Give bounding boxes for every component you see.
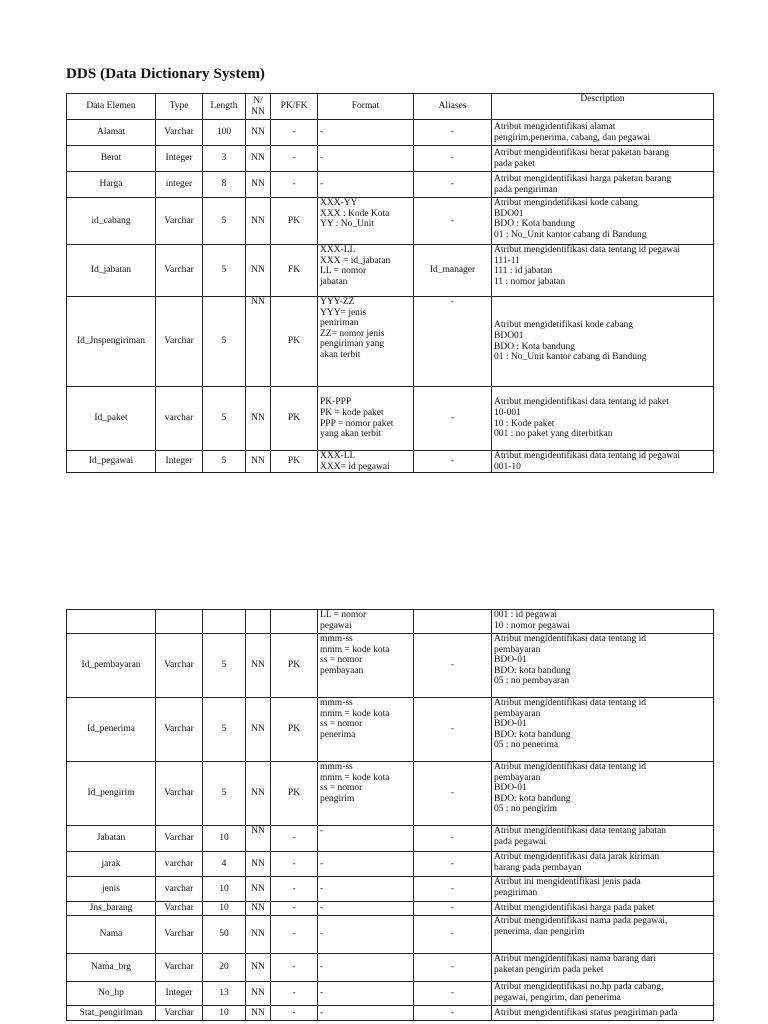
cell-length: 8: [203, 172, 246, 198]
cell-description: Atribut mengidetifikasi kode cabang BDO01 BDO : Kota bandung 01 : No_Unit kantor cabang di Bandung: [492, 297, 714, 387]
cell-nn: NN: [246, 762, 271, 826]
cell-type: Varchar: [156, 120, 203, 146]
cell-nn: NN: [246, 877, 271, 902]
cell-description: Atribut mengidentifikasi berat paketan barang pada paket: [492, 146, 714, 172]
table-row: [67, 172, 714, 198]
cell-length: 5: [203, 387, 246, 451]
cell-length: 100: [203, 120, 246, 146]
cell-type: integer: [156, 172, 203, 198]
cell-type: Varchar: [156, 902, 203, 916]
cell-format: -: [318, 120, 414, 146]
cell-format: mmm-ss mmm = kode kota ss = nomor penerima: [318, 698, 414, 762]
table-row: [67, 902, 714, 916]
cell-length: 10: [203, 826, 246, 852]
cell-length: 5: [203, 198, 246, 245]
cell-aliases: -: [414, 198, 492, 245]
cell-nn: NN: [246, 982, 271, 1006]
cell-aliases: -: [414, 877, 492, 902]
cell-type: varchar: [156, 387, 203, 451]
cell-format: -: [318, 146, 414, 172]
table-row: [67, 826, 714, 852]
cell-description: Atribut mengidentifikasi alamat pengirim,penerima, cabang, dan pegawai: [492, 120, 714, 146]
table-row: [67, 634, 714, 698]
cell-description: Atribut mengidentifikasi nama barang dari paketan pengirim pada peket: [492, 954, 714, 982]
data-dictionary-table-page1: [66, 93, 714, 473]
cell-data-elemen: Id_Jnspengiriman: [67, 297, 156, 387]
header-description: Description: [492, 94, 714, 120]
cell-description: Atribut mengidentifikasi nama pada pegawai, penerima, dan pengirim: [492, 916, 714, 954]
cell-pk-fk: PK: [271, 762, 318, 826]
cell-aliases: -: [414, 451, 492, 473]
cell-type: Varchar: [156, 297, 203, 387]
cell-nn: NN: [246, 146, 271, 172]
cell-length: 13: [203, 982, 246, 1006]
cell-length: 5: [203, 698, 246, 762]
cell-aliases: -: [414, 634, 492, 698]
cell-type: Varchar: [156, 1006, 203, 1021]
cell-length: [203, 610, 246, 634]
cell-format: XXX-LL XXX= id pegawai: [318, 451, 414, 473]
cell-format: -: [318, 877, 414, 902]
table-row: [67, 146, 714, 172]
cell-data-elemen: Id_penerima: [67, 698, 156, 762]
cell-data-elemen: Alamat: [67, 120, 156, 146]
cell-format: XXX-YY XXX : Kode Kota YY : No_Unit: [318, 198, 414, 245]
cell-format: -: [318, 982, 414, 1006]
cell-length: 5: [203, 297, 246, 387]
cell-format: YYY-ZZ YYY= jenis peniriman ZZ= nomor jenis pengiriman yang akan terbit: [318, 297, 414, 387]
cell-data-elemen: Id_pegawai: [67, 451, 156, 473]
cell-length: 20: [203, 954, 246, 982]
cell-description: Atribut mengidentifikasi no.hp pada cabang, pegawai, pengirim, dan penerima: [492, 982, 714, 1006]
cell-description: Atribut mengindetifikasi kode cabang BDO01 BDO : Kota bandung 01 : No_Unit kantor cabang di Bandung: [492, 198, 714, 245]
cell-aliases: -: [414, 698, 492, 762]
cell-type: varchar: [156, 852, 203, 877]
cell-data-elemen: Id_paket: [67, 387, 156, 451]
cell-nn: NN: [246, 198, 271, 245]
cell-format: -: [318, 852, 414, 877]
data-dictionary-table-page2: [66, 609, 714, 1021]
cell-description: Atribut ini mengidentifikasi jenis pada pengiriman: [492, 877, 714, 902]
cell-pk-fk: PK: [271, 387, 318, 451]
cell-nn: NN: [246, 954, 271, 982]
cell-description: Atribut mengidentifikasi data tentang id pembayaran BDO-01 BDO: kota bandung 05 : no pengirim: [492, 762, 714, 826]
cell-aliases: -: [414, 762, 492, 826]
table-row: [67, 297, 714, 387]
cell-description: Atribut mengidentifikasi data tentang jabatan pada pegawai: [492, 826, 714, 852]
table-row: [67, 610, 714, 634]
cell-format: -: [318, 916, 414, 954]
cell-format: -: [318, 954, 414, 982]
cell-data-elemen: Stat_pengiriman: [67, 1006, 156, 1021]
cell-aliases: -: [414, 852, 492, 877]
cell-type: Varchar: [156, 198, 203, 245]
cell-data-elemen: Berat: [67, 146, 156, 172]
header-length: Length: [203, 94, 246, 120]
cell-aliases: [414, 610, 492, 634]
cell-length: 10: [203, 902, 246, 916]
table-row: [67, 698, 714, 762]
cell-length: 50: [203, 916, 246, 954]
cell-pk-fk: -: [271, 1006, 318, 1021]
cell-format: mmm-ss mmm = kode kota ss = nomor pembayaan: [318, 634, 414, 698]
cell-format: PK-PPP PK = kode paket PPP = nomor paket yang akan terbit: [318, 387, 414, 451]
table-row: [67, 1006, 714, 1021]
table-row: [67, 954, 714, 982]
cell-aliases: -: [414, 146, 492, 172]
table-row: [67, 198, 714, 245]
table-row: [67, 916, 714, 954]
cell-pk-fk: -: [271, 916, 318, 954]
cell-data-elemen: Id_pembayaran: [67, 634, 156, 698]
cell-nn: NN: [246, 634, 271, 698]
cell-type: Integer: [156, 451, 203, 473]
cell-nn: NN: [246, 698, 271, 762]
cell-pk-fk: -: [271, 146, 318, 172]
cell-type: varchar: [156, 877, 203, 902]
table-row: [67, 387, 714, 451]
cell-pk-fk: -: [271, 902, 318, 916]
cell-nn: NN: [246, 172, 271, 198]
cell-pk-fk: -: [271, 826, 318, 852]
cell-format: LL = nomor pegawai: [318, 610, 414, 634]
cell-data-elemen: Harga: [67, 172, 156, 198]
cell-format: -: [318, 172, 414, 198]
cell-data-elemen: jarak: [67, 852, 156, 877]
document-title: DDS (Data Dictionary System): [66, 66, 266, 82]
cell-description: Atribut mengidentifikasi harga paketan barang pada pengiriman: [492, 172, 714, 198]
cell-nn: NN: [246, 916, 271, 954]
cell-nn: NN: [246, 245, 271, 297]
cell-nn: NN: [246, 451, 271, 473]
cell-format: -: [318, 1006, 414, 1021]
table-row: [67, 982, 714, 1006]
table-row: [67, 451, 714, 473]
header-data-elemen: Data Elemen: [67, 94, 156, 120]
cell-data-elemen: Nama_brg: [67, 954, 156, 982]
table-row: [67, 245, 714, 297]
table-row: [67, 762, 714, 826]
cell-aliases: -: [414, 1006, 492, 1021]
table-header-row: [67, 94, 714, 120]
cell-length: 5: [203, 245, 246, 297]
cell-description: Atribut mengidentifikasi data tentang id paket 10-001 10 : Kode paket 001 : no paket yang diterbitkan: [492, 387, 714, 451]
cell-pk-fk: PK: [271, 634, 318, 698]
header-pk-fk: PK/FK: [271, 94, 318, 120]
cell-pk-fk: FK: [271, 245, 318, 297]
cell-pk-fk: -: [271, 954, 318, 982]
cell-type: Varchar: [156, 634, 203, 698]
cell-type: Varchar: [156, 698, 203, 762]
cell-nn: NN: [246, 852, 271, 877]
cell-aliases: -: [414, 982, 492, 1006]
cell-nn: NN: [246, 826, 271, 852]
cell-type: [156, 610, 203, 634]
cell-type: Varchar: [156, 916, 203, 954]
cell-length: 5: [203, 634, 246, 698]
header-nn: N/ NN: [246, 94, 271, 120]
cell-format: -: [318, 902, 414, 916]
cell-aliases: -: [414, 902, 492, 916]
cell-data-elemen: id_cabang: [67, 198, 156, 245]
table-row: [67, 877, 714, 902]
cell-nn: NN: [246, 120, 271, 146]
header-type: Type: [156, 94, 203, 120]
cell-aliases: -: [414, 954, 492, 982]
cell-aliases: -: [414, 826, 492, 852]
cell-aliases: -: [414, 387, 492, 451]
cell-description: Atribut mengidentifikasi data tentang id pegawai 001-10: [492, 451, 714, 473]
cell-data-elemen: jenis: [67, 877, 156, 902]
cell-nn: NN: [246, 387, 271, 451]
cell-data-elemen: Jabatan: [67, 826, 156, 852]
cell-pk-fk: -: [271, 982, 318, 1006]
cell-length: 10: [203, 1006, 246, 1021]
cell-length: 3: [203, 146, 246, 172]
header-aliases: Aliases: [414, 94, 492, 120]
cell-data-elemen: Id_pengirim: [67, 762, 156, 826]
cell-pk-fk: -: [271, 120, 318, 146]
cell-nn: NN: [246, 902, 271, 916]
cell-format: mmm-ss mmm = kode kota ss = nomor pengirim: [318, 762, 414, 826]
table-row: [67, 120, 714, 146]
table-row: [67, 852, 714, 877]
cell-description: Atribut mengidentifikasi data jarak kiriman barang pada pembayan: [492, 852, 714, 877]
cell-nn: NN: [246, 297, 271, 387]
cell-type: Varchar: [156, 826, 203, 852]
cell-format: -: [318, 826, 414, 852]
cell-data-elemen: Nama: [67, 916, 156, 954]
cell-aliases: Id_manager: [414, 245, 492, 297]
cell-aliases: -: [414, 297, 492, 387]
cell-pk-fk: PK: [271, 297, 318, 387]
cell-description: 001 : id pegawai 10 : nomor pegawai: [492, 610, 714, 634]
cell-pk-fk: [271, 610, 318, 634]
cell-data-elemen: No_hp: [67, 982, 156, 1006]
cell-type: Varchar: [156, 954, 203, 982]
cell-aliases: -: [414, 120, 492, 146]
cell-type: Varchar: [156, 762, 203, 826]
cell-length: 5: [203, 451, 246, 473]
cell-data-elemen: Id_jabatan: [67, 245, 156, 297]
cell-description: Atribut mengidentifikasi data tentang id pembayaran BDO-01 BDO: kota bandung 05 : no penerima: [492, 698, 714, 762]
cell-description: Atribut mengidentifikasi data tentang id pembayaran BDO-01 BDO: kota bandung 05 : no pembayaran: [492, 634, 714, 698]
cell-pk-fk: -: [271, 172, 318, 198]
cell-data-elemen: Jns_barang: [67, 902, 156, 916]
cell-type: Integer: [156, 982, 203, 1006]
cell-pk-fk: PK: [271, 198, 318, 245]
cell-pk-fk: -: [271, 852, 318, 877]
cell-pk-fk: -: [271, 877, 318, 902]
cell-data-elemen: [67, 610, 156, 634]
cell-pk-fk: PK: [271, 698, 318, 762]
cell-description: Atribut mengidentifikasi data tentang id pegawai 111-11 111 : id jabatan 11 : nomor jabatan: [492, 245, 714, 297]
cell-type: Varchar: [156, 245, 203, 297]
cell-aliases: -: [414, 172, 492, 198]
header-format: Format: [318, 94, 414, 120]
cell-length: 10: [203, 877, 246, 902]
cell-description: Atribut mengidentifikasi harga pada paket: [492, 902, 714, 916]
cell-format: XXX-LL XXX = id_jabatan LL = nomor jabatan: [318, 245, 414, 297]
cell-type: Integer: [156, 146, 203, 172]
cell-nn: [246, 610, 271, 634]
cell-length: 4: [203, 852, 246, 877]
cell-nn: NN: [246, 1006, 271, 1021]
cell-description: Atribut mengidentifikasi status pengiriman pada: [492, 1006, 714, 1021]
cell-pk-fk: PK: [271, 451, 318, 473]
cell-length: 5: [203, 762, 246, 826]
cell-aliases: -: [414, 916, 492, 954]
